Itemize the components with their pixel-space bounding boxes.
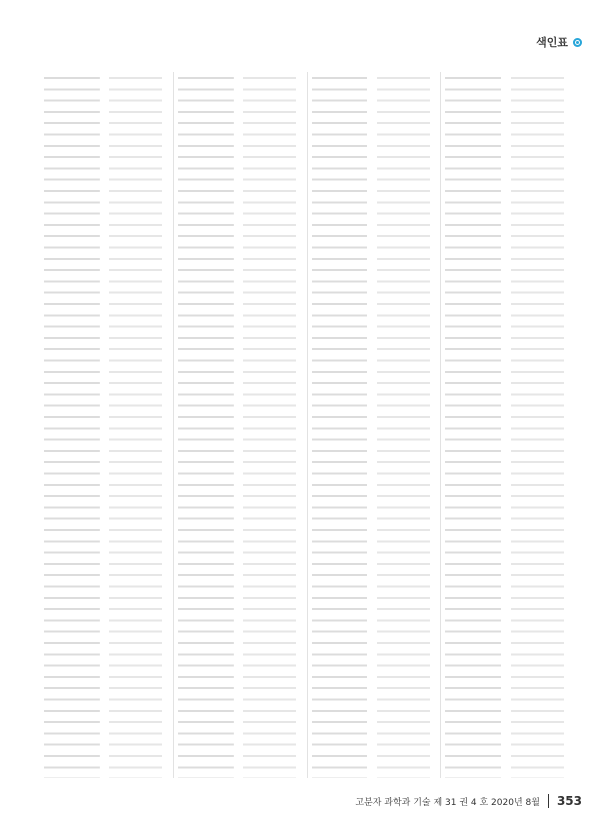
journal-info: 고분자 과학과 기술 제 31 권 4 호 2020년 8월 bbox=[355, 797, 540, 808]
circle-bullet-icon bbox=[573, 38, 582, 47]
page-number: 353 bbox=[556, 794, 582, 808]
index-column bbox=[40, 72, 174, 778]
index-column bbox=[308, 72, 442, 778]
section-title: 색인표 bbox=[536, 36, 568, 49]
index-column bbox=[174, 72, 308, 778]
footer-divider bbox=[548, 794, 549, 808]
index-column bbox=[441, 72, 575, 778]
page-header bbox=[536, 34, 582, 50]
page-footer bbox=[355, 794, 582, 808]
index-table bbox=[40, 72, 575, 778]
